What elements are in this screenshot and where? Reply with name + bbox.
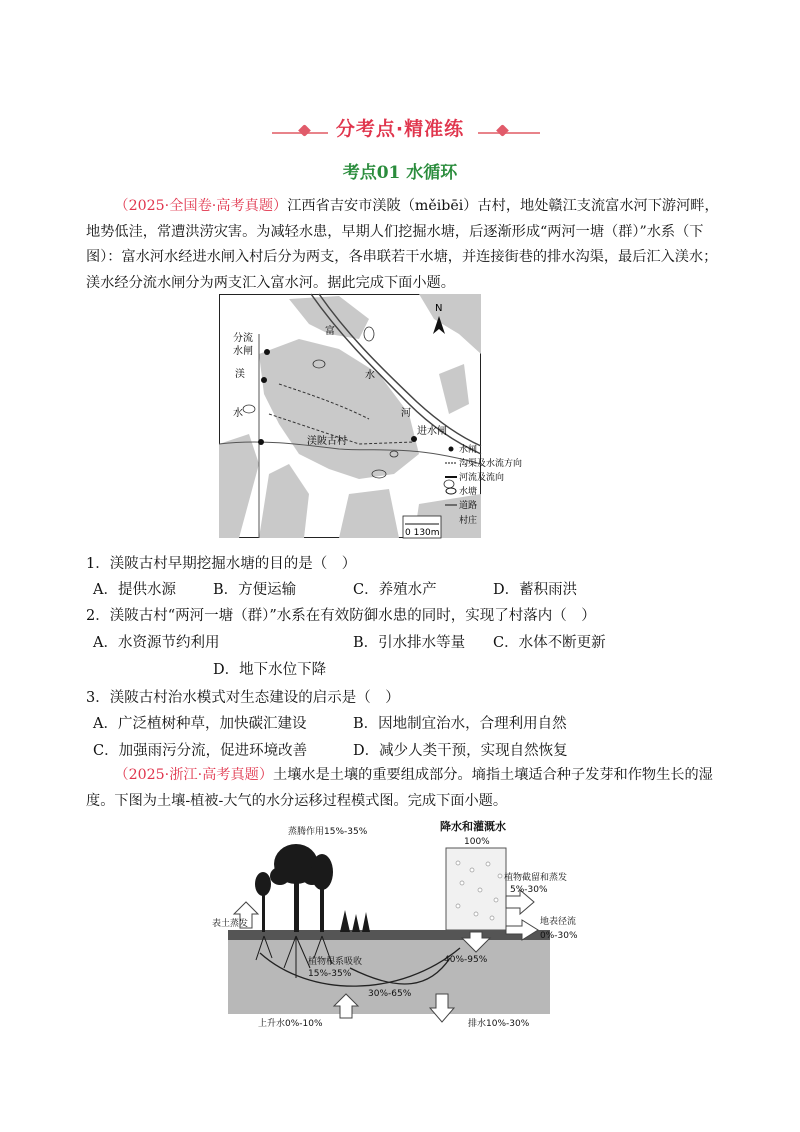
q1-option-c[interactable]: C．养殖水产 (353, 582, 437, 598)
map-label-fu-water: 水 (365, 370, 375, 381)
q3-option-c[interactable]: C．加强雨污分流，促进环境改善 (93, 743, 308, 759)
passage-2 (86, 763, 726, 814)
label-transpiration: 蒸腾作用15%-35% (288, 827, 368, 837)
svg-text:水闸: 水闸 (459, 445, 478, 455)
q1-option-d[interactable]: D．蓄积雨洪 (493, 582, 578, 598)
label-root-pct: 15%-35% (308, 969, 352, 979)
svg-text:水塘: 水塘 (459, 487, 478, 497)
q3-option-a[interactable]: A．广泛植树种草，加快碳汇建设 (93, 716, 307, 732)
source-tag: （2025·浙江·高考真题） (114, 767, 274, 783)
question-2: 2．渼陂古村“两河一塘（群）”水系在有效防御水患的同时，实现了村落内（ ） (86, 608, 596, 624)
kaodian-title: 考点01 水循环 (342, 163, 458, 183)
svg-text:N: N (435, 303, 443, 314)
label-interception: 植物截留和蒸发 (504, 873, 568, 883)
svg-text:沟渠及水流方向: 沟渠及水流方向 (459, 459, 523, 469)
scale-bar (403, 516, 441, 538)
label-interception-pct: 5%-30% (510, 885, 548, 895)
svg-text:村庄: 村庄 (459, 516, 478, 526)
passage-1 (86, 194, 726, 296)
svg-text:河流及流向: 河流及流向 (459, 473, 505, 483)
village-water-map (219, 294, 523, 538)
map-label-mei: 渼 (235, 369, 245, 380)
map-label-fu-river: 河 (401, 408, 411, 419)
q1-option-a[interactable]: A．提供水源 (93, 582, 176, 598)
q2-option-b[interactable]: B．引水排水等量 (353, 635, 466, 651)
label-precip-pct: 100% (464, 837, 490, 847)
q3-option-b[interactable]: B．因地制宜治水，合理利用自然 (353, 716, 567, 732)
passage-text: 江西省吉安市渼陂（měibēi）古村，地处赣江支流富水河下游河畔，地势低洼，常遭洪涝灾害。为减轻水患，早期人们挖掘水塘，后逐渐形成“两河一塘（群）”水系（下图）：富水河水经进水闸入村后分为两支，各串联若干水塘，并连接街巷的排水沟渠，最后汇入渼水；渼水经分流水闸分为两支汇入富水河。据此完成下面小题。 (86, 198, 719, 291)
label-runoff-pct: 0%-30% (540, 931, 578, 941)
svg-text:道路: 道路 (459, 501, 478, 511)
question-1: 1．渼陂古村早期挖掘水塘的目的是（ ） (86, 556, 357, 572)
label-root-absorb: 植物根系吸收 (308, 957, 363, 967)
svg-text:0 130m: 0 130m (405, 528, 440, 538)
q2-option-c[interactable]: C．水体不断更新 (493, 635, 606, 651)
label-mid-pct: 30%-65% (368, 989, 412, 999)
map-label-shuizha: 水闸 (233, 346, 253, 357)
q1-option-b[interactable]: B．方便运输 (213, 582, 297, 598)
soil-water-diagram (200, 818, 600, 1032)
passage-text: 土壤水是土壤的重要组成部分。墒指土壤适合种子发芽和作物生长的湿度。下图为土壤-植被-大气的水分运移过程模式图。完成下面小题。 (86, 767, 713, 809)
label-infiltration: 40%-95% (444, 955, 488, 965)
map-label-fu: 富 (325, 326, 335, 337)
label-runoff: 地表径流 (540, 917, 577, 927)
label-surface-evap: 表土蒸发 (212, 919, 249, 929)
q3-option-d[interactable]: D．减少人类干预，实现自然恢复 (353, 743, 568, 759)
map-label-mei-water: 水 (233, 408, 243, 419)
q2-option-d[interactable]: D．地下水位下降 (213, 662, 327, 678)
q2-option-a[interactable]: A．水资源节约利用 (93, 635, 220, 651)
source-tag: （2025·全国卷·高考真题） (114, 198, 288, 214)
label-capillary: 上升水0%-10% (258, 1019, 323, 1029)
map-label-fenliu: 分流 (233, 333, 253, 344)
label-precipitation: 降水和灌溉水 (440, 820, 506, 833)
map-label-village: 渼陂古村 (307, 436, 347, 447)
question-3: 3．渼陂古村治水模式对生态建设的启示是（ ） (86, 690, 400, 706)
banner-title: 分考点·精准练 (335, 118, 465, 140)
map-label-jinshui: 进水闸 (417, 426, 447, 437)
label-drain: 排水10%-30% (468, 1019, 530, 1029)
section-banner (0, 112, 800, 144)
